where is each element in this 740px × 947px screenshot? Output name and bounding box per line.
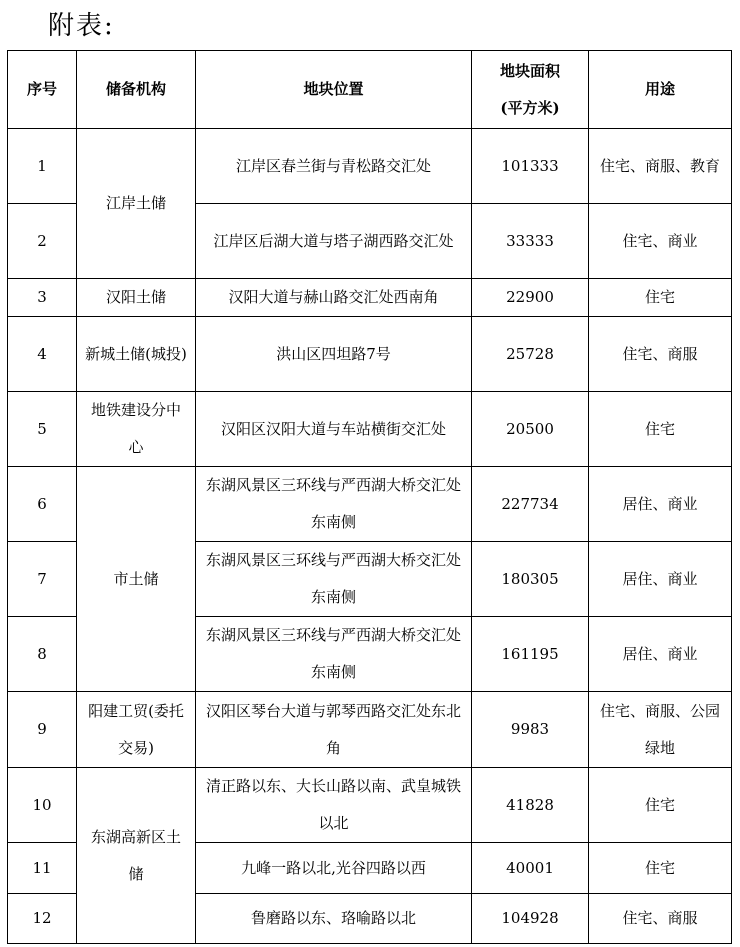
- cell-org: 东湖高新区土储: [77, 768, 196, 944]
- table-header-row: [8, 51, 732, 129]
- cell-area: 40001: [472, 843, 589, 894]
- cell-no: 10: [8, 768, 77, 843]
- cell-org: 江岸土储: [77, 129, 196, 279]
- cell-area: 25728: [472, 317, 589, 392]
- cell-org: 汉阳土储: [77, 279, 196, 317]
- table-row: [8, 317, 732, 392]
- cell-org: 地铁建设分中心: [77, 392, 196, 467]
- cell-use: 住宅、商服、教育: [589, 129, 732, 204]
- cell-location: 东湖风景区三环线与严西湖大桥交汇处东南侧: [196, 467, 472, 542]
- cell-area: 161195: [472, 617, 589, 692]
- cell-no: 2: [8, 204, 77, 279]
- cell-area: 41828: [472, 768, 589, 843]
- cell-location: 汉阳大道与赫山路交汇处西南角: [196, 279, 472, 317]
- cell-location: 东湖风景区三环线与严西湖大桥交汇处东南侧: [196, 542, 472, 617]
- cell-no: 9: [8, 692, 77, 768]
- cell-location: 九峰一路以北,光谷四路以西: [196, 843, 472, 894]
- cell-area: 101333: [472, 129, 589, 204]
- table-row: [8, 692, 732, 768]
- cell-location: 清正路以东、大长山路以南、武皇城铁以北: [196, 768, 472, 843]
- page-title: 附表:: [48, 11, 115, 41]
- cell-location: 汉阳区汉阳大道与车站横街交汇处: [196, 392, 472, 467]
- cell-no: 7: [8, 542, 77, 617]
- cell-no: 4: [8, 317, 77, 392]
- cell-location: 东湖风景区三环线与严西湖大桥交汇处东南侧: [196, 617, 472, 692]
- header-no: 序号: [8, 51, 77, 129]
- cell-no: 8: [8, 617, 77, 692]
- cell-area: 227734: [472, 467, 589, 542]
- cell-use: 住宅: [589, 768, 732, 843]
- table-row: [8, 129, 732, 204]
- cell-area: 104928: [472, 894, 589, 944]
- land-parcel-table: [7, 50, 732, 944]
- cell-use: 住宅、商服: [589, 317, 732, 392]
- table-row: [8, 392, 732, 467]
- cell-location: 洪山区四坦路7号: [196, 317, 472, 392]
- cell-use: 居住、商业: [589, 617, 732, 692]
- header-use: 用途: [589, 51, 732, 129]
- cell-use: 居住、商业: [589, 542, 732, 617]
- cell-use: 居住、商业: [589, 467, 732, 542]
- cell-use: 住宅: [589, 843, 732, 894]
- cell-use: 住宅、商业: [589, 204, 732, 279]
- cell-org: 阳建工贸(委托交易): [77, 692, 196, 768]
- header-location: 地块位置: [196, 51, 472, 129]
- cell-area: 33333: [472, 204, 589, 279]
- cell-use: 住宅: [589, 392, 732, 467]
- cell-no: 1: [8, 129, 77, 204]
- cell-use: 住宅、商服: [589, 894, 732, 944]
- cell-area: 20500: [472, 392, 589, 467]
- cell-location: 江岸区春兰街与青松路交汇处: [196, 129, 472, 204]
- cell-area: 180305: [472, 542, 589, 617]
- table-row: [8, 467, 732, 542]
- cell-location: 汉阳区琴台大道与郭琴西路交汇处东北角: [196, 692, 472, 768]
- cell-use: 住宅、商服、公园绿地: [589, 692, 732, 768]
- cell-org: 新城土储(城投): [77, 317, 196, 392]
- table-row: [8, 279, 732, 317]
- cell-location: 江岸区后湖大道与塔子湖西路交汇处: [196, 204, 472, 279]
- cell-no: 11: [8, 843, 77, 894]
- cell-no: 5: [8, 392, 77, 467]
- header-area: [472, 51, 589, 129]
- table-row: [8, 768, 732, 843]
- cell-area: 9983: [472, 692, 589, 768]
- header-area-line1: 地块面积: [499, 61, 560, 80]
- cell-use: 住宅: [589, 279, 732, 317]
- cell-area: 22900: [472, 279, 589, 317]
- cell-no: 3: [8, 279, 77, 317]
- cell-no: 12: [8, 894, 77, 944]
- cell-location: 鲁磨路以东、珞喻路以北: [196, 894, 472, 944]
- header-org: 储备机构: [77, 51, 196, 129]
- header-area-line2: (平方米): [500, 98, 560, 117]
- cell-org: 市土储: [77, 467, 196, 692]
- cell-no: 6: [8, 467, 77, 542]
